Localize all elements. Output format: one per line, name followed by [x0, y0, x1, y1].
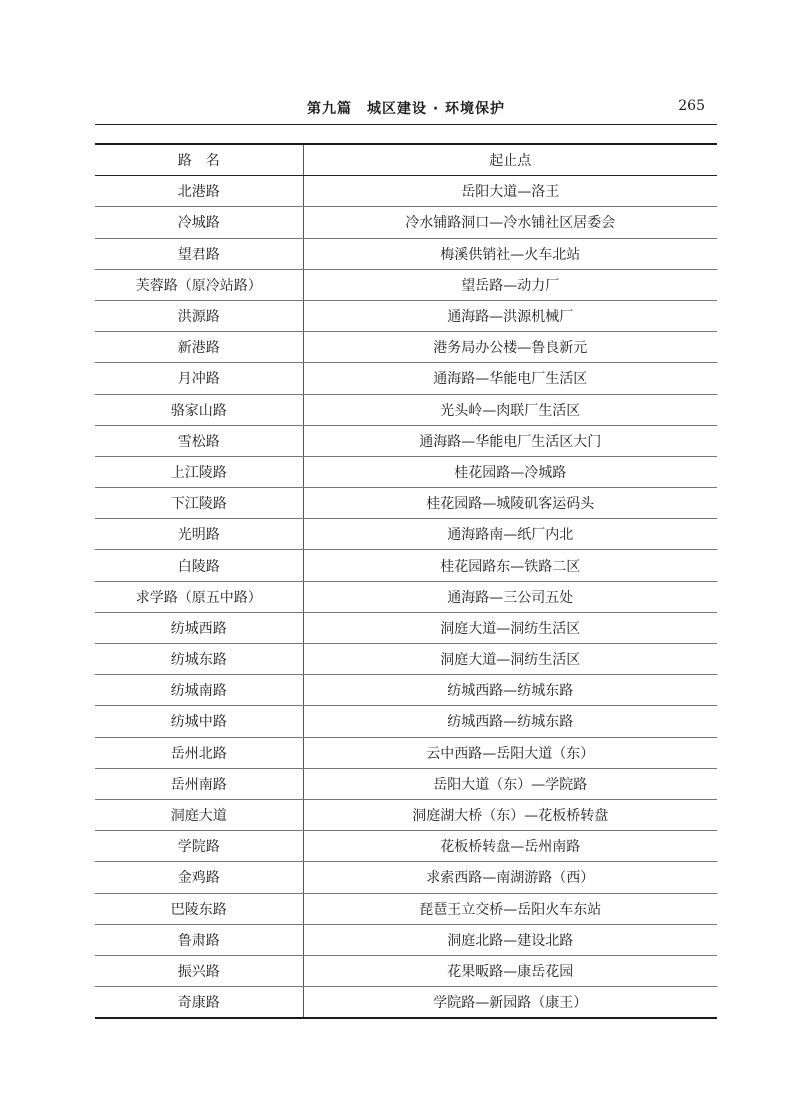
road-range-cell: 花果畈路—康岳花园: [303, 955, 717, 986]
table-row: [95, 955, 717, 986]
road-name-cell: 北港路: [95, 176, 303, 207]
road-range-cell: 桂花园路—冷城路: [303, 456, 717, 487]
road-name-cell: 洞庭大道: [95, 799, 303, 830]
table-row: [95, 425, 717, 456]
table-row: [95, 831, 717, 862]
road-name-cell: 冷城路: [95, 207, 303, 238]
road-range-cell: 洞庭北路—建设北路: [303, 924, 717, 955]
table-row: [95, 394, 717, 425]
road-range-cell: 洞庭湖大桥（东）—花板桥转盘: [303, 799, 717, 830]
road-range-cell: 花板桥转盘—岳州南路: [303, 831, 717, 862]
road-name-cell: 纺城东路: [95, 644, 303, 675]
road-name-cell: 巴陵东路: [95, 893, 303, 924]
table-row: [95, 675, 717, 706]
road-name-cell: 白陵路: [95, 550, 303, 581]
header-rule: [95, 124, 717, 125]
table-row: [95, 862, 717, 893]
road-name-cell: 求学路（原五中路）: [95, 581, 303, 612]
road-range-cell: 岳阳大道（东）—学院路: [303, 768, 717, 799]
table-row: [95, 269, 717, 300]
road-name-cell: 振兴路: [95, 955, 303, 986]
road-name-cell: 新港路: [95, 332, 303, 363]
table-row: [95, 612, 717, 643]
table-row: [95, 550, 717, 581]
road-range-cell: 纺城西路—纺城东路: [303, 675, 717, 706]
road-table: [95, 143, 717, 1019]
table-row: [95, 737, 717, 768]
running-header: [95, 98, 717, 122]
road-name-cell: 纺城中路: [95, 706, 303, 737]
table-row: [95, 363, 717, 394]
road-name-cell: 骆家山路: [95, 394, 303, 425]
road-range-cell: 桂花园路—城陵矶客运码头: [303, 488, 717, 519]
page-number: 265: [678, 98, 705, 114]
road-range-cell: 岳阳大道—洛王: [303, 176, 717, 207]
table-row: [95, 706, 717, 737]
road-name-cell: 纺城西路: [95, 612, 303, 643]
road-range-cell: 通海路—三公司五处: [303, 581, 717, 612]
table-row: [95, 456, 717, 487]
table-row: [95, 207, 717, 238]
road-name-cell: 下江陵路: [95, 488, 303, 519]
road-name-cell: 学院路: [95, 831, 303, 862]
road-name-cell: 望君路: [95, 238, 303, 269]
road-range-cell: 通海路南—纸厂内北: [303, 519, 717, 550]
table-header-row: [95, 144, 717, 176]
road-name-cell: 雪松路: [95, 425, 303, 456]
road-range-cell: 通海路—洪源机械厂: [303, 300, 717, 331]
road-name-cell: 月冲路: [95, 363, 303, 394]
road-name-cell: 鲁肃路: [95, 924, 303, 955]
road-range-cell: 梅溪供销社—火车北站: [303, 238, 717, 269]
road-range-cell: 洞庭大道—洞纺生活区: [303, 644, 717, 675]
road-range-cell: 纺城西路—纺城东路: [303, 706, 717, 737]
column-header-range: 起止点: [303, 144, 717, 176]
table-row: [95, 176, 717, 207]
table-row: [95, 238, 717, 269]
road-range-cell: 桂花园路东—铁路二区: [303, 550, 717, 581]
road-range-cell: 望岳路—动力厂: [303, 269, 717, 300]
table-row: [95, 987, 717, 1019]
road-range-cell: 洞庭大道—洞纺生活区: [303, 612, 717, 643]
road-range-cell: 光头岭—肉联厂生活区: [303, 394, 717, 425]
road-name-cell: 纺城南路: [95, 675, 303, 706]
table-row: [95, 893, 717, 924]
road-range-cell: 冷水铺路洞口—冷水铺社区居委会: [303, 207, 717, 238]
road-range-cell: 求索西路—南湖游路（西）: [303, 862, 717, 893]
road-range-cell: 港务局办公楼—鲁良新元: [303, 332, 717, 363]
road-range-cell: 通海路—华能电厂生活区大门: [303, 425, 717, 456]
table-row: [95, 519, 717, 550]
road-range-cell: 学院路—新园路（康王）: [303, 987, 717, 1019]
table-row: [95, 332, 717, 363]
table-row: [95, 644, 717, 675]
table-body: [95, 176, 717, 1019]
road-name-cell: 岳州南路: [95, 768, 303, 799]
table-row: [95, 799, 717, 830]
road-name-cell: 上江陵路: [95, 456, 303, 487]
table-row: [95, 300, 717, 331]
road-name-cell: 金鸡路: [95, 862, 303, 893]
road-name-cell: 洪源路: [95, 300, 303, 331]
table-row: [95, 768, 717, 799]
road-range-cell: 云中西路—岳阳大道（东）: [303, 737, 717, 768]
chapter-title: 第九篇 城区建设 · 环境保护: [306, 101, 506, 117]
road-name-cell: 芙蓉路（原冷站路）: [95, 269, 303, 300]
table-row: [95, 581, 717, 612]
table-row: [95, 488, 717, 519]
road-range-cell: 通海路—华能电厂生活区: [303, 363, 717, 394]
column-header-name: 路 名: [95, 144, 303, 176]
road-name-cell: 光明路: [95, 519, 303, 550]
road-range-cell: 琵琶王立交桥—岳阳火车东站: [303, 893, 717, 924]
table-row: [95, 924, 717, 955]
road-name-cell: 奇康路: [95, 987, 303, 1019]
road-name-cell: 岳州北路: [95, 737, 303, 768]
